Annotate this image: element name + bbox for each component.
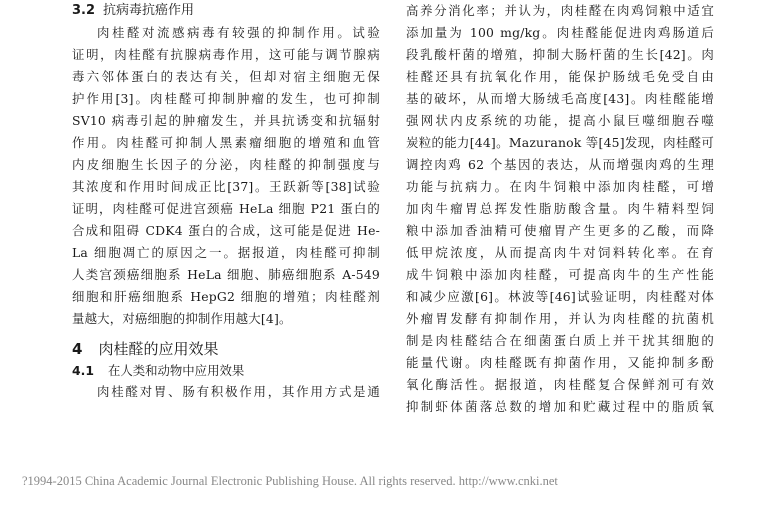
text-line: 其浓度和作用时间成正比[37]。王跃新等[38]试验 [72,179,380,194]
text-line: 加肉牛瘤胃总挥发性脂肪酸含量。肉牛精料型饲 [406,201,714,216]
text-line: 肉桂醛对流感病毒有较强的抑制作用。试验 [97,25,380,40]
text-line: 炭粒的能力[44]。Mazuranok 等[45]发现，肉桂醛可 [406,135,714,150]
text-line: 氧化酶活性。据报道，肉桂醛复合保鲜剂可有效 [406,377,714,392]
text-line: 制是肉桂醛结合在细菌蛋白质上并干扰其细胞的 [406,333,714,348]
section-title: 抗病毒抗癌作用 [103,3,195,18]
text-line: 段乳酸杆菌的增殖，抑制大肠杆菌的生长[42]。肉 [406,47,714,62]
text-line: 调控肉鸡 62 个基因的表达，从而增强肉鸡的生理 [406,157,714,172]
section-title: 肉桂醛的应用效果 [98,340,219,358]
text-line: 低甲烷浓度，从而提高肉牛对饲料转化率。在育 [406,245,714,260]
text-line: 强网状内皮系统的功能，提高小鼠巨噬细胞吞噬 [406,113,714,128]
text-line: 内皮细胞生长因子的分泌，肉桂醛的抑制强度与 [72,157,380,172]
text-line: SV10 病毒引起的肿瘤发生，并具抗诱变和抗辐射 [72,113,380,128]
text-line: 基的破坏，从而增大肠绒毛高度[43]。肉桂醛能增 [406,91,714,106]
section-title: 在人类和动物中应用效果 [107,363,245,378]
text-line: 证明，肉桂醛有抗腺病毒作用，这可能与调节腺病 [72,47,380,62]
text-line: 外瘤胃发酵有抑制作用，并认为肉桂醛的抗菌机 [406,311,714,326]
text-line: 量越大，对癌细胞的抑制作用越大[4]。 [72,311,292,326]
text-line: 粮中添加香油精可使瘤胃产生更多的乙酸，而降 [406,223,714,238]
section-4-heading [72,338,218,360]
section-number: 4.1 [72,363,94,378]
section-3-2-heading [72,0,194,22]
text-line: 护作用[3]。肉桂醛可抑制肿瘤的发生，也可抑制 [72,91,380,106]
text-line: 成牛饲粮中添加肉桂醛，可提高肉牛的生产性能 [406,267,714,282]
text-line: 作用。肉桂醛可抑制人黑素瘤细胞的增殖和血管 [72,135,380,150]
text-line: 能量代谢。肉桂醛既有抑菌作用，又能抑制多酚 [406,355,714,370]
text-line: 添加量为 100 mg/kg。肉桂醛能促进肉鸡肠道后 [406,25,714,40]
copyright-footer: ?1994-2015 China Academic Journal Electronic Publishing House. All rights reserved. http://www.cnki.net [22,474,558,488]
section-number: 4 [72,340,83,358]
text-line: 功能与抗病力。在肉牛饲粮中添加肉桂醛，可增 [406,179,714,194]
text-line: 和减少应激[6]。林波等[46]试验证明，肉桂醛对体 [406,289,714,304]
text-line: 证明，肉桂醛可促进宫颈癌 HeLa 细胞 P21 蛋白的 [72,201,380,216]
text-line: 毒六邻体蛋白的表达有关，但却对宿主细胞无保 [72,69,380,84]
text-line: 高养分消化率；并认为，肉桂醛在肉鸡饲粮中适宜 [406,3,714,18]
text-line: 合成和阻碍 CDK4 蛋白的合成，这可能是促进 He- [72,223,380,238]
section-number: 3.2 [72,3,96,18]
text-line: 肉桂醛对胃、肠有积极作用，其作用方式是通 [97,384,380,399]
text-line: 人类宫颈癌细胞系 HeLa 细胞、肺癌细胞系 A-549 [72,267,380,282]
text-line: 桂醛还具有抗氧化作用，能保护肠绒毛免受自由 [406,69,714,84]
text-line: 抑制虾体菌落总数的增加和贮藏过程中的脂质氧 [406,399,714,414]
section-4-1-heading [72,360,244,382]
text-line: 细胞和肝癌细胞系 HepG2 细胞的增殖；肉桂醛剂 [72,289,380,304]
text-line: La 细胞凋亡的原因之一。据报道，肉桂醛可抑制 [72,245,380,260]
